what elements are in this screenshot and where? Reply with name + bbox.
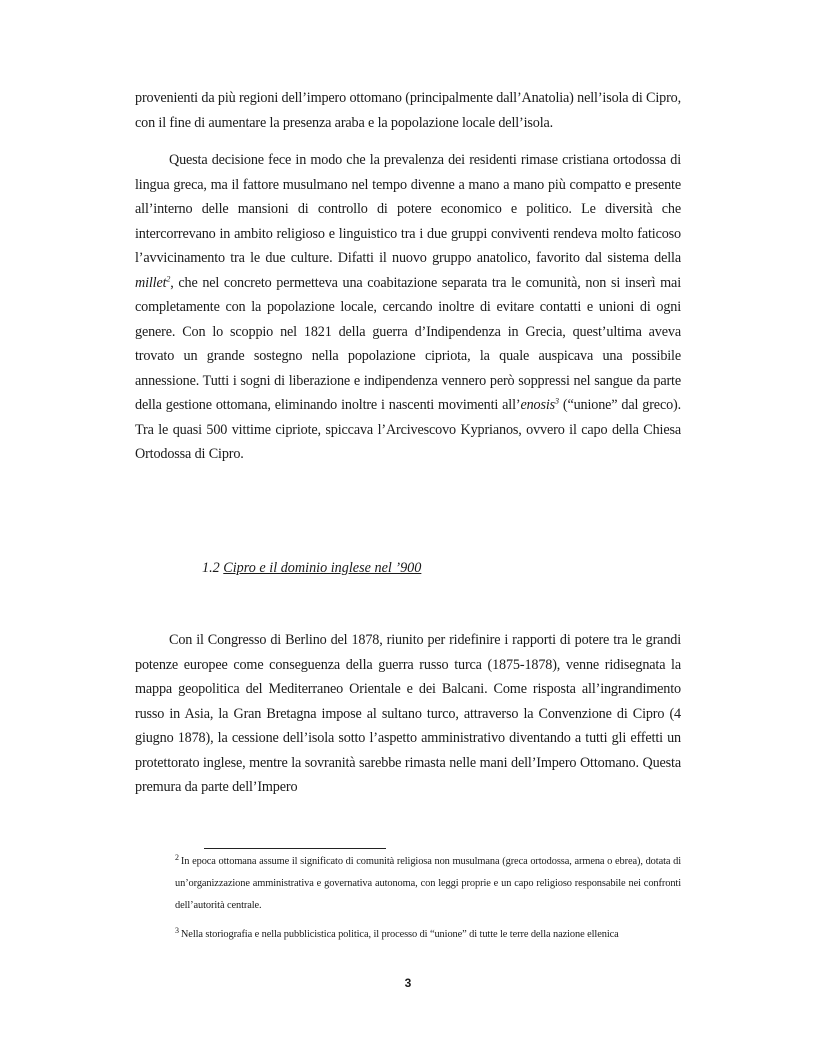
paragraph-text: Questa decisione fece in modo che la prevalenza dei residenti rimase cristiana ortodossa di lingua greca, ma il fattore musulmano nel tempo divenne a mano a mano più compatto e presente all’interno delle mansioni di controllo di potere economico e politico. Le diversità che intercorrevano in ambito religioso e linguistico tra i due gruppi conviventi rendeva molto faticoso l’avvicinamento tra le due culture. Difatti il nuovo gruppo anatolico, favorito dal sistema della — [135, 152, 681, 266]
page-number: 3 — [404, 976, 412, 990]
footnote-text: In epoca ottomana assume il significato di comunità religiosa non musulmana (greca ortodossa, armena o ebrea), dotata di un’organizzazione amministrativa e governativa autonoma, con leggi proprie e un capo religioso responsabile nei confronti dell’autorità centrale. — [175, 856, 681, 911]
section-number: 1.2 — [202, 560, 220, 576]
section-title: Cipro e il dominio inglese nel ’900 — [223, 560, 422, 576]
footnote-ref-2[interactable]: 2 — [166, 273, 171, 283]
paragraph-millet-enosis — [135, 148, 681, 467]
footnote-3 — [175, 927, 681, 942]
paragraph-continuation: provenienti da più regioni dell’impero ottomano (principalmente dall’Anatolia) nell’isola di Cipro, con il fine di aumentare la presenza araba e la popolazione locale dell’isola. — [135, 90, 681, 131]
footnote-text: Nella storiografia e nella pubblicistica politica, il processo di “unione” di tutte le terre della nazione ellenica — [180, 929, 619, 940]
paragraph-text: (“unione” dal greco). Tra le quasi 500 vittime cipriote, spiccava l’Arcivescovo Kyprianos, ovvero il capo della Chiesa Ortodossa di Cipro. — [135, 397, 682, 462]
term-enosis: enosis — [520, 397, 556, 413]
footnote-number: 3 — [175, 925, 179, 935]
footnote-number: 2 — [175, 852, 179, 862]
footnote-2 — [175, 851, 681, 917]
footnote-ref-3[interactable]: 3 — [555, 396, 559, 406]
footnote-separator — [204, 848, 386, 849]
term-millet: millet — [135, 274, 167, 291]
paragraph-congresso-berlino: Con il Congresso di Berlino del 1878, riunito per ridefinire i rapporti di potere tra le grandi potenze europee come conseguenza della guerra russo turca (1875-1878), venne ridisegnata la mappa geopolitica del Mediterraneo Orientale e dei Balcani. Come risposta all’ingrandimento russo in Asia, la Gran Bretagna impose al sultano turco, attraverso la Convenzione di Cipro (4 giugno 1878), la cessione dell’isola sotto l’aspetto amministrativo diventando a tutti gli effetti un protettorato inglese, mentre la sovranità sarebbe rimasta nelle mani dell’Impero Ottomano. Questa premura da parte dell’Impero — [135, 632, 681, 795]
paragraph-text: , che nel concreto permetteva una coabitazione separata tra le comunità, non si inserì mai completamente con la popolazione locale, cercando inoltre di evitare contatti e unioni di ogni genere. Con lo scoppio nel 1821 della guerra d’Indipendenza in Grecia, quest’ultima aveva trovato un grande sostegno nella popolazione cipriota, la quale auspicava una possibile annessione. Tutti i sogni di liberazione e indipendenza vennero però soppressi nel sangue da parte della gestione ottomana, eliminando inoltre i nascenti movimenti all’ — [135, 274, 681, 413]
section-heading — [202, 560, 421, 577]
